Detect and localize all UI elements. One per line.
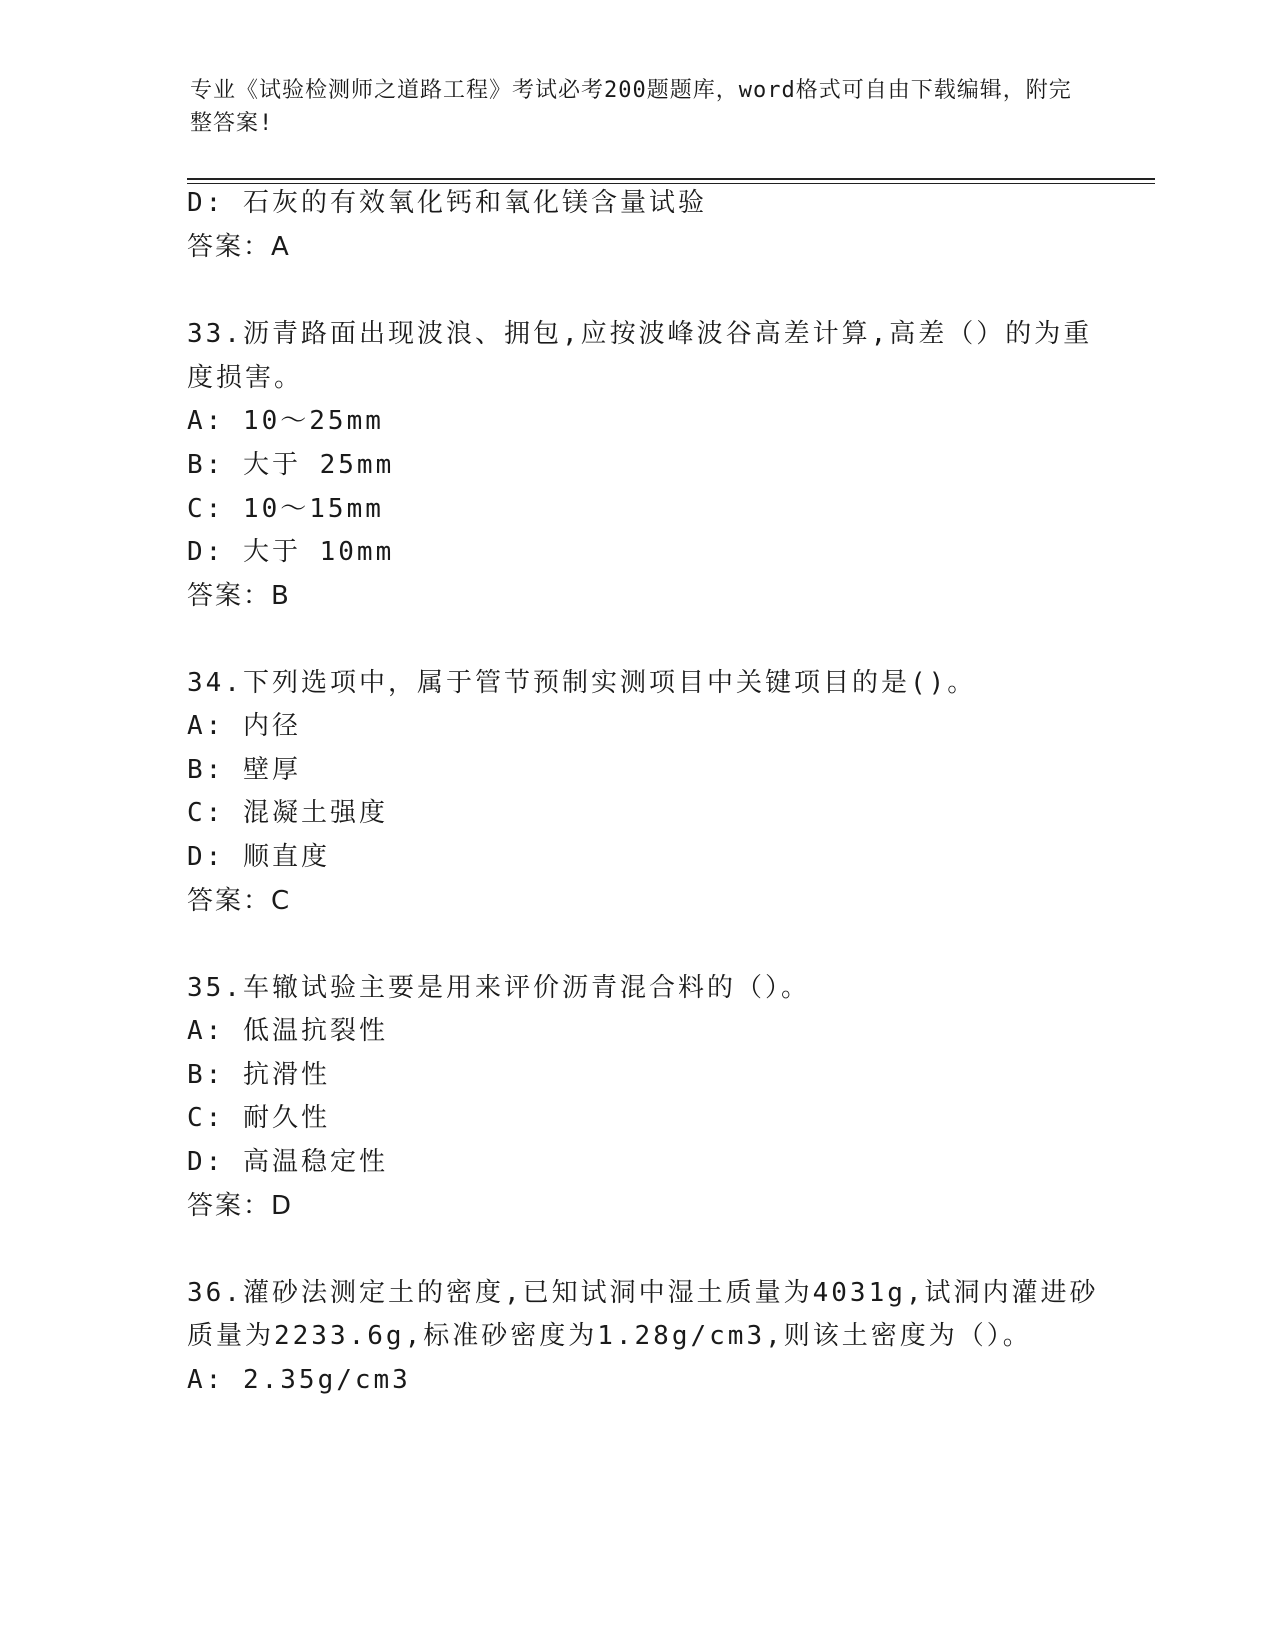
header-rule-thin [187, 183, 1155, 184]
q36-stem-line1: 36.灌砂法测定土的密度,已知试洞中湿土质量为4031g,试洞内灌进砂 [187, 1278, 1099, 1308]
q34-option-d: D: 顺直度 [187, 842, 330, 872]
q33-option-a: A: 10～25mm [187, 406, 384, 436]
q35-option-b: B: 抗滑性 [187, 1060, 330, 1090]
q34-stem: 34.下列选项中，属于管节预制实测项目中关键项目的是()。 [187, 668, 977, 698]
q33-stem-line2: 度损害。 [187, 363, 304, 393]
header-rule-thick [187, 178, 1155, 180]
q35-answer: 答案：D [187, 1191, 294, 1221]
q33-option-d: D: 大于 10mm [187, 537, 395, 567]
q35-option-a: A: 低温抗裂性 [187, 1016, 388, 1046]
q36-option-a: A: 2.35g/cm3 [187, 1365, 411, 1395]
q34-answer: 答案：C [187, 886, 292, 916]
q33-option-b: B: 大于 25mm [187, 450, 395, 480]
document-header: 专业《试验检测师之道路工程》考试必考200题题库，word格式可自由下载编辑，附完整答案! [190, 78, 1072, 136]
q33-stem-line1: 33.沥青路面出现波浪、拥包,应按波峰波谷高差计算,高差（）的为重 [187, 319, 1093, 349]
q35-option-c: C: 耐久性 [187, 1103, 330, 1133]
q36-stem-line2: 质量为2233.6g,标准砂密度为1.28g/cm3,则该土密度为（）。 [187, 1321, 1032, 1351]
q35-option-d: D: 高温稳定性 [187, 1147, 388, 1177]
prev-answer: 答案：A [187, 232, 291, 262]
q33-option-c: C: 10～15mm [187, 494, 384, 524]
q33-answer: 答案：B [187, 581, 291, 611]
prev-option-d: D: 石灰的有效氧化钙和氧化镁含量试验 [187, 188, 707, 218]
q34-option-b: B: 壁厚 [187, 755, 301, 785]
q34-option-c: C: 混凝土强度 [187, 798, 388, 828]
q35-stem: 35.车辙试验主要是用来评价沥青混合料的（）。 [187, 973, 810, 1003]
q34-option-a: A: 内径 [187, 711, 301, 741]
